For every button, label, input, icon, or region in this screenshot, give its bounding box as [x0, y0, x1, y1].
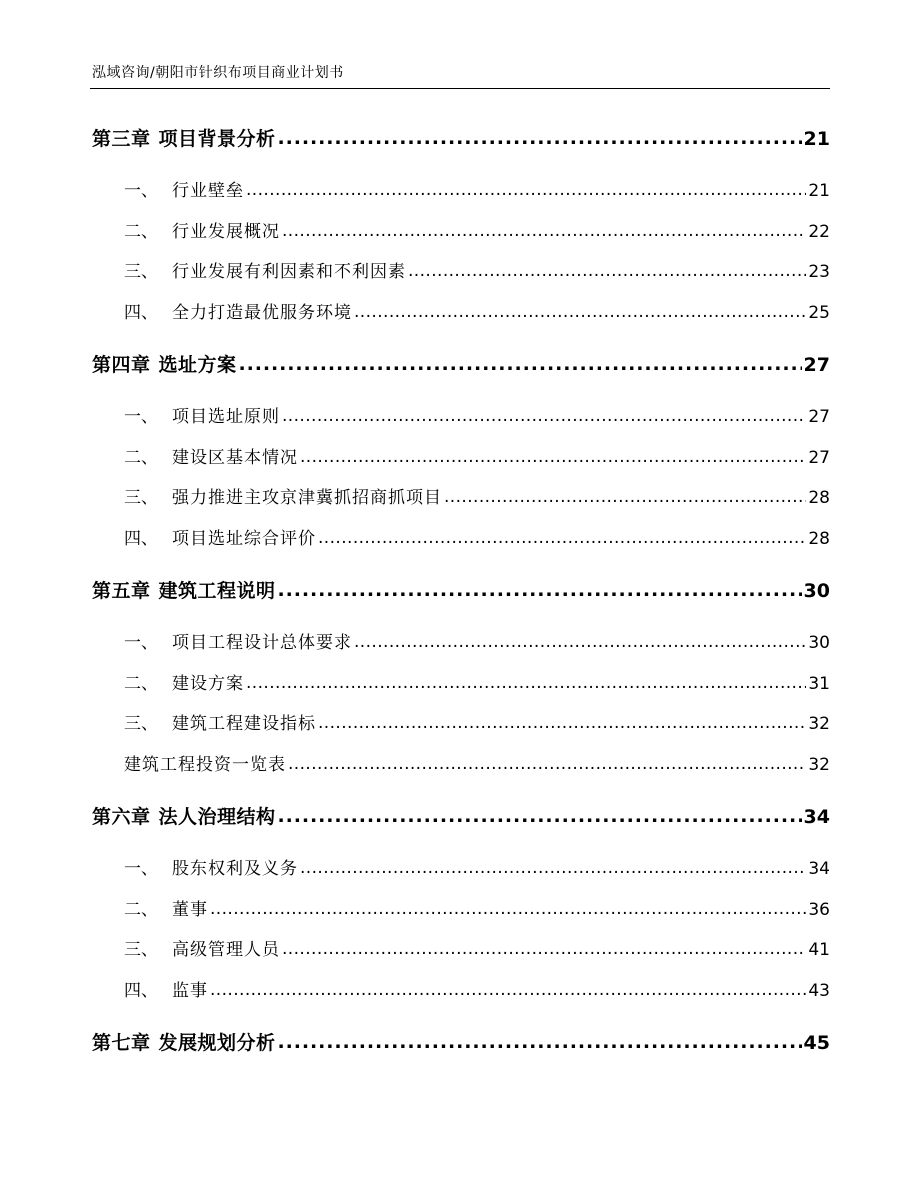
section-number: 四、: [124, 303, 158, 323]
toc-section-3-4[interactable]: [124, 298, 830, 323]
dot-leader: [278, 127, 802, 149]
toc-section-3-1[interactable]: [124, 176, 830, 201]
toc-section-6-2[interactable]: [124, 895, 830, 920]
dot-leader: [246, 180, 806, 200]
page-number: 34: [803, 806, 830, 828]
section-number: 四、: [124, 981, 158, 1001]
toc-section-5-2[interactable]: [124, 669, 830, 694]
page-number: 21: [808, 181, 830, 201]
page-number: 22: [808, 222, 830, 242]
toc-subitem-5-table[interactable]: [124, 750, 830, 775]
page-number: 27: [808, 407, 830, 427]
section-number: 四、: [124, 529, 158, 549]
page-number: 41: [808, 940, 830, 960]
toc-section-4-2[interactable]: [124, 443, 830, 468]
dot-leader: [318, 528, 806, 548]
dot-leader: [282, 939, 806, 959]
section-title: 董事: [172, 900, 208, 920]
section-title: 高级管理人员: [172, 940, 280, 960]
section-number: 二、: [124, 448, 158, 468]
toc-section-4-1[interactable]: [124, 402, 830, 427]
dot-leader: [300, 447, 806, 467]
section-number: 三、: [124, 714, 158, 734]
section-title: 监事: [172, 981, 208, 1001]
page-number: 27: [808, 448, 830, 468]
dot-leader: [239, 353, 802, 375]
section-number: 三、: [124, 488, 158, 508]
chapter-title: 项目背景分析: [158, 128, 276, 150]
page-number: 31: [808, 674, 830, 694]
page-number: 30: [803, 580, 830, 602]
page-number: 23: [808, 262, 830, 282]
page-number: 28: [808, 488, 830, 508]
section-title: 全力打造最优服务环境: [172, 303, 352, 323]
section-title: 强力推进主攻京津冀抓招商抓项目: [172, 488, 442, 508]
subitem-title: 建筑工程投资一览表: [124, 755, 286, 775]
section-number: 二、: [124, 900, 158, 920]
section-title: 行业壁垒: [172, 181, 244, 201]
section-number: 二、: [124, 222, 158, 242]
chapter-title: 建筑工程说明: [158, 580, 276, 602]
dot-leader: [246, 673, 806, 693]
section-number: 一、: [124, 407, 158, 427]
dot-leader: [354, 632, 806, 652]
dot-leader: [210, 899, 806, 919]
section-number: 一、: [124, 859, 158, 879]
dot-leader: [408, 261, 806, 281]
dot-leader: [318, 713, 806, 733]
toc-chapter-4[interactable]: [92, 350, 830, 377]
section-title: 股东权利及义务: [172, 859, 298, 879]
page-number: 36: [808, 900, 830, 920]
document-header: 泓域咨询/朝阳市针织布项目商业计划书: [92, 65, 344, 81]
toc-chapter-7[interactable]: [92, 1028, 830, 1055]
header-rule: [90, 88, 830, 89]
dot-leader: [282, 406, 806, 426]
section-title: 行业发展概况: [172, 222, 280, 242]
chapter-title: 法人治理结构: [158, 806, 276, 828]
toc-chapter-6[interactable]: [92, 802, 830, 829]
section-number: 三、: [124, 262, 158, 282]
dot-leader: [210, 980, 806, 1000]
toc-section-4-3[interactable]: [124, 483, 830, 508]
section-number: 二、: [124, 674, 158, 694]
page-number: 32: [808, 755, 830, 775]
dot-leader: [354, 302, 806, 322]
page-number: 28: [808, 529, 830, 549]
page-number: 30: [808, 633, 830, 653]
chapter-title: 发展规划分析: [158, 1032, 276, 1054]
dot-leader: [300, 858, 806, 878]
page-number: 43: [808, 981, 830, 1001]
dot-leader: [288, 754, 806, 774]
toc-chapter-3[interactable]: [92, 124, 830, 151]
toc-section-4-4[interactable]: [124, 524, 830, 549]
toc-chapter-5[interactable]: [92, 576, 830, 603]
page-number: 25: [808, 303, 830, 323]
toc-section-5-1[interactable]: [124, 628, 830, 653]
section-title: 行业发展有利因素和不利因素: [172, 262, 406, 282]
page-number: 34: [808, 859, 830, 879]
section-number: 三、: [124, 940, 158, 960]
page-number: 21: [803, 128, 830, 150]
dot-leader: [282, 221, 806, 241]
dot-leader: [278, 579, 802, 601]
section-title: 建筑工程建设指标: [172, 714, 316, 734]
chapter-number: 第六章: [92, 806, 151, 828]
toc-section-6-3[interactable]: [124, 935, 830, 960]
section-title: 项目工程设计总体要求: [172, 633, 352, 653]
chapter-number: 第五章: [92, 580, 151, 602]
page-number: 32: [808, 714, 830, 734]
toc-section-6-4[interactable]: [124, 976, 830, 1001]
toc-section-6-1[interactable]: [124, 854, 830, 879]
chapter-title: 选址方案: [158, 354, 237, 376]
chapter-number: 第七章: [92, 1032, 151, 1054]
toc-section-3-2[interactable]: [124, 217, 830, 242]
section-title: 项目选址原则: [172, 407, 280, 427]
section-number: 一、: [124, 633, 158, 653]
chapter-number: 第三章: [92, 128, 151, 150]
dot-leader: [278, 1031, 802, 1053]
page-number: 27: [803, 354, 830, 376]
section-title: 项目选址综合评价: [172, 529, 316, 549]
dot-leader: [278, 805, 802, 827]
section-title: 建设方案: [172, 674, 244, 694]
chapter-number: 第四章: [92, 354, 151, 376]
dot-leader: [444, 487, 806, 507]
toc-section-3-3[interactable]: [124, 257, 830, 282]
section-title: 建设区基本情况: [172, 448, 298, 468]
section-number: 一、: [124, 181, 158, 201]
page-number: 45: [803, 1032, 830, 1054]
toc-section-5-3[interactable]: [124, 709, 830, 734]
